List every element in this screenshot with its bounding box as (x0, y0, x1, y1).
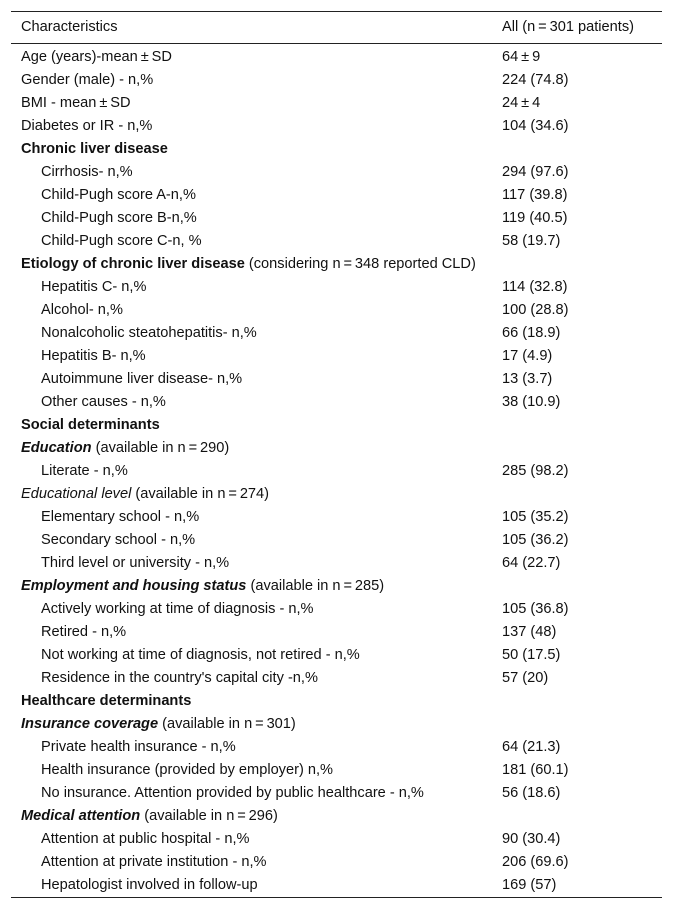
table-row (11, 529, 662, 552)
row-value: 13 (3.7) (502, 371, 553, 387)
characteristics-table (11, 11, 662, 898)
row-value: 56 (18.6) (502, 785, 561, 801)
row-value: 58 (19.7) (502, 233, 561, 249)
row-value: 104 (34.6) (502, 118, 569, 134)
subsection-heading-label: Insurance coverage (21, 716, 159, 732)
row-label: Alcohol- n,% (41, 302, 123, 318)
table-row (11, 322, 662, 345)
row-value: 105 (35.2) (502, 509, 569, 525)
row-value: 224 (74.8) (502, 72, 569, 88)
table-row (11, 69, 662, 92)
row-label: Autoimmune liver disease- n,% (41, 371, 243, 387)
row-label: Attention at public hospital - n,% (41, 831, 250, 847)
row-value: 206 (69.6) (502, 854, 569, 870)
row-label: Actively working at time of diagnosis - n,% (41, 601, 314, 617)
subsection-heading-education (11, 437, 662, 460)
row-label: Third level or university - n,% (41, 555, 230, 571)
table-row (11, 368, 662, 391)
section-heading-social-determinants: Social determinants (21, 417, 160, 433)
table-row (11, 184, 662, 207)
row-value: 24 ± 4 (502, 95, 541, 111)
row-label: Attention at private institution - n,% (41, 854, 267, 870)
table-row (11, 506, 662, 529)
row-value: 100 (28.8) (502, 302, 569, 318)
subsection-heading-note: (available in n = 274) (131, 486, 270, 502)
table-row (11, 552, 662, 575)
row-value: 105 (36.8) (502, 601, 569, 617)
section-heading-row (11, 690, 662, 713)
row-label: Hepatitis C- n,% (41, 279, 147, 295)
row-label: Age (years)-mean ± SD (21, 49, 172, 65)
section-heading-etiology (11, 253, 662, 276)
table-row (11, 92, 662, 115)
row-label: Cirrhosis- n,% (41, 164, 133, 180)
subsection-heading-label: Education (21, 440, 92, 456)
subsection-heading-educational-level (11, 483, 662, 506)
row-label: Elementary school - n,% (41, 509, 200, 525)
section-heading-label: Etiology of chronic liver disease (21, 256, 245, 272)
row-value: 64 (21.3) (502, 739, 561, 755)
header-all-patients: All (n = 301 patients) (502, 19, 634, 35)
table-row (11, 44, 662, 70)
table-row (11, 621, 662, 644)
row-label: Child-Pugh score C-n, % (41, 233, 202, 249)
row-value: 17 (4.9) (502, 348, 553, 364)
table-row (11, 115, 662, 138)
table-header-row (11, 12, 662, 44)
row-label: Private health insurance - n,% (41, 739, 236, 755)
row-label: Nonalcoholic steatohepatitis- n,% (41, 325, 257, 341)
row-label: Hepatitis B- n,% (41, 348, 146, 364)
row-label: Health insurance (provided by employer) n,% (41, 762, 334, 778)
subsection-heading-label: Employment and housing status (21, 578, 247, 594)
subsection-heading-insurance (11, 713, 662, 736)
row-value: 64 (22.7) (502, 555, 561, 571)
table-row (11, 276, 662, 299)
row-value: 117 (39.8) (502, 187, 568, 203)
row-value: 114 (32.8) (502, 279, 568, 295)
row-label: Child-Pugh score A-n,% (41, 187, 196, 203)
row-value: 285 (98.2) (502, 463, 569, 479)
row-label: Other causes - n,% (41, 394, 166, 410)
row-value: 137 (48) (502, 624, 557, 640)
row-label: Secondary school - n,% (41, 532, 196, 548)
table-row (11, 874, 662, 898)
table-row (11, 391, 662, 414)
row-label: Gender (male) - n,% (21, 72, 154, 88)
row-label: Residence in the country's capital city -n,% (41, 670, 318, 686)
row-label: No insurance. Attention provided by public healthcare - n,% (41, 785, 424, 801)
section-heading-healthcare-determinants: Healthcare determinants (21, 693, 192, 709)
row-value: 294 (97.6) (502, 164, 569, 180)
table-row (11, 299, 662, 322)
section-heading-row (11, 253, 662, 276)
table-row (11, 644, 662, 667)
row-value: 64 ± 9 (502, 49, 541, 65)
table-row (11, 598, 662, 621)
subsection-heading-row (11, 483, 662, 506)
row-value: 169 (57) (502, 877, 557, 893)
row-value: 119 (40.5) (502, 210, 568, 226)
subsection-heading-note: (available in n = 290) (91, 440, 230, 456)
section-heading-row (11, 138, 662, 161)
subsection-heading-row (11, 805, 662, 828)
row-value: 50 (17.5) (502, 647, 561, 663)
table-row (11, 782, 662, 805)
row-value: 181 (60.1) (502, 762, 569, 778)
row-value: 57 (20) (502, 670, 549, 686)
table-row (11, 851, 662, 874)
row-value: 66 (18.9) (502, 325, 561, 341)
table-row (11, 460, 662, 483)
subsection-heading-medical-attention (11, 805, 662, 828)
row-label: Diabetes or IR - n,% (21, 118, 153, 134)
section-heading-chronic-liver-disease: Chronic liver disease (21, 141, 168, 157)
table-row (11, 759, 662, 782)
row-label: Retired - n,% (41, 624, 127, 640)
subsection-heading-note: (available in n = 301) (158, 716, 296, 732)
section-heading-note: (considering n = 348 reported CLD) (244, 256, 476, 272)
row-value: 90 (30.4) (502, 831, 561, 847)
section-heading-row (11, 414, 662, 437)
subsection-heading-row (11, 713, 662, 736)
header-characteristics: Characteristics (21, 19, 118, 35)
table-row (11, 736, 662, 759)
row-value: 38 (10.9) (502, 394, 561, 410)
subsection-heading-employment (11, 575, 662, 598)
row-value: 105 (36.2) (502, 532, 569, 548)
table-row (11, 207, 662, 230)
row-label: Hepatologist involved in follow-up (41, 877, 258, 893)
subsection-heading-note: (available in n = 296) (140, 808, 278, 824)
table-row (11, 161, 662, 184)
subsection-heading-row (11, 437, 662, 460)
table-row (11, 828, 662, 851)
table-row (11, 667, 662, 690)
row-label: Child-Pugh score B-n,% (41, 210, 197, 226)
subsection-heading-note: (available in n = 285) (246, 578, 385, 594)
table-row (11, 345, 662, 368)
subsection-heading-row (11, 575, 662, 598)
row-label: Not working at time of diagnosis, not retired - n,% (41, 647, 360, 663)
row-label: Literate - n,% (41, 463, 128, 479)
subsection-heading-label: Educational level (21, 486, 132, 502)
subsection-heading-label: Medical attention (21, 808, 141, 824)
row-label: BMI - mean ± SD (21, 95, 131, 111)
table-row (11, 230, 662, 253)
